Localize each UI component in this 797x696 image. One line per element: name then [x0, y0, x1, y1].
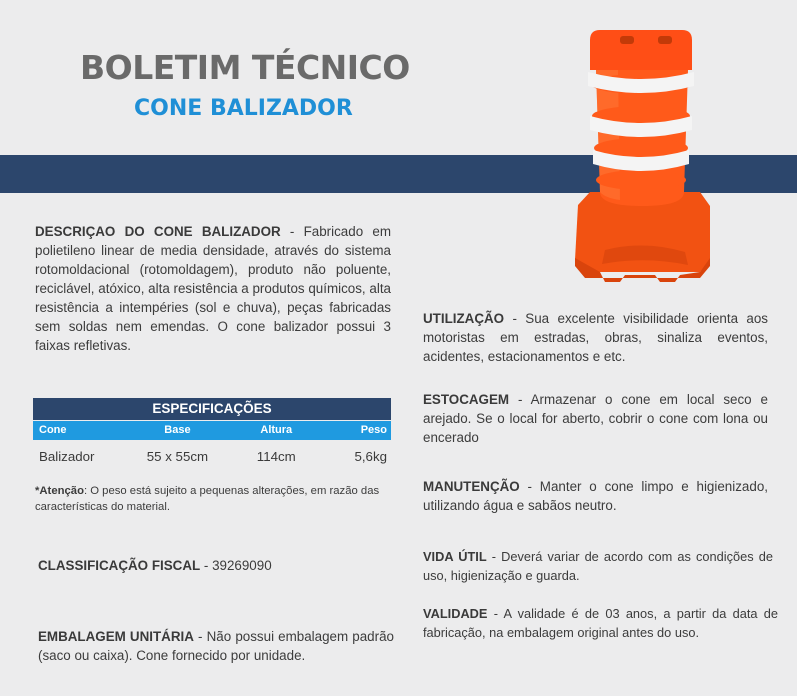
cell-peso: 5,6kg — [354, 449, 387, 464]
utilizacao-section — [423, 309, 768, 366]
column-header-base: Base — [164, 424, 191, 436]
column-header-cone: Cone — [39, 424, 67, 436]
descricao-heading: DESCRIÇAO DO CONE BALIZADOR — [35, 224, 281, 239]
vida-util-text: - Deverá variar de acordo com as condições de uso, higienização e guarda. — [423, 549, 773, 583]
estocagem-text: - Armazenar o cone em local seco e arejado. Se o local for aberto, cobrir o cone com lona ou encerado — [423, 392, 768, 445]
classificacao-text: - 39269090 — [200, 558, 272, 573]
table-header-row — [33, 421, 391, 440]
cell-cone: Balizador — [39, 449, 95, 464]
table-row — [33, 440, 391, 474]
manutencao-text: - Manter o cone limpo e higienizado, utilizando água e sabãos neutro. — [423, 479, 768, 513]
validade-section — [423, 604, 778, 642]
embalagem-heading: EMBALAGEM UNITÁRIA — [38, 629, 194, 644]
classificacao-section — [38, 556, 394, 575]
classificacao-heading: CLASSIFICAÇÃO FISCAL — [38, 558, 201, 573]
descricao-text: - Fabricado em polietileno linear de media densidade, através do sistema rotomoldacional (rotomoldagem), produto não poluente, reciclável, atóxico, alta resistência a produtos químicos, alta resistência a intempéries (sol e chuva), peças fabricadas sem soldas nem emendas. O cone balizador possui 3 faixas refletivas. — [35, 224, 391, 353]
column-header-peso: Peso — [360, 424, 387, 436]
utilizacao-heading: UTILIZAÇÃO — [423, 311, 505, 326]
atencao-text: : O peso está sujeito a pequenas alterações, em razão das características do material. — [35, 485, 380, 513]
cell-altura: 114cm — [256, 449, 296, 464]
utilizacao-text: - Sua excelente visibilidade orienta aos motoristas em estradas, obras, sinaliza eventos, acidentes, estacionamentos e etc. — [423, 311, 768, 364]
page-title: BOLETIM TÉCNICO — [80, 48, 410, 87]
specifications-title: ESPECIFICAÇÕES — [33, 398, 391, 420]
embalagem-section — [38, 627, 394, 665]
page-subtitle: CONE BALIZADOR — [134, 96, 353, 121]
manutencao-heading: MANUTENÇÃO — [423, 479, 520, 494]
vida-util-section — [423, 547, 773, 585]
atencao-heading: *Atenção — [35, 485, 84, 497]
specifications-table — [33, 398, 391, 474]
descricao-section — [35, 222, 391, 355]
estocagem-section — [423, 390, 768, 447]
column-header-altura: Altura — [260, 424, 293, 436]
validade-text: - A validade é de 03 anos, a partir da data de fabricação, na embalagem original antes do uso. — [423, 606, 778, 640]
validade-heading: VALIDADE — [423, 606, 488, 621]
orange-traffic-barrel-icon — [560, 20, 730, 290]
vida-util-heading: VIDA ÚTIL — [423, 549, 487, 564]
embalagem-text: - Não possui embalagem padrão (saco ou caixa). Cone fornecido por unidade. — [38, 629, 394, 663]
cell-base: 55 x 55cm — [146, 449, 209, 464]
atencao-note — [35, 483, 395, 515]
manutencao-section — [423, 477, 768, 515]
estocagem-heading: ESTOCAGEM — [423, 392, 510, 407]
